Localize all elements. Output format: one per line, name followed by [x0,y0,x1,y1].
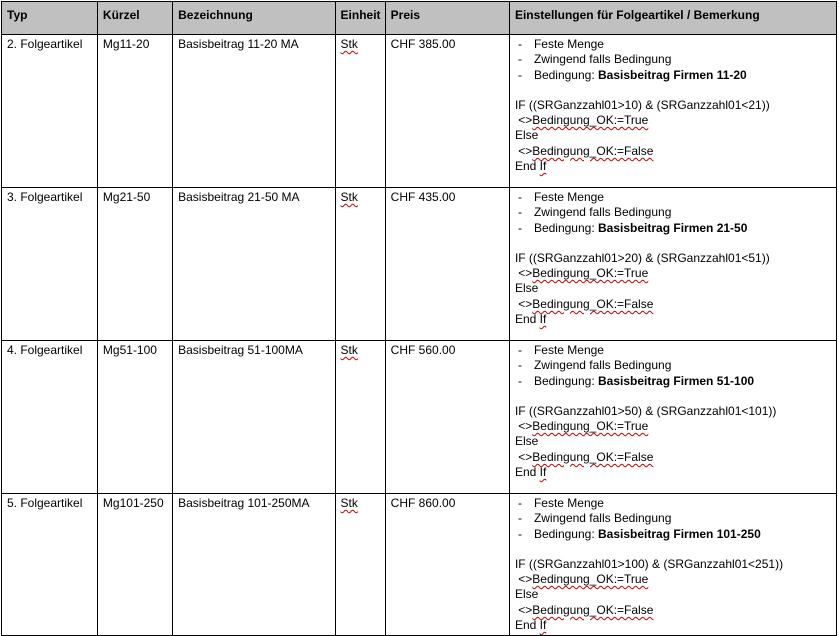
list-item [515,527,832,542]
einheit-text: Stk [340,343,358,357]
list-item [515,496,832,511]
bezeichnung-text: Basisbeitrag 21-50 MA [178,190,300,204]
kuerzel-text: Mg21-50 [102,190,151,204]
bullet-text: Zwingend falls Bedingung [533,358,672,373]
bezeichnung-text: Basisbeitrag 51-100MA [178,343,303,357]
table-row [2,35,837,188]
false-text: Bedingung_OK:=False [532,449,654,464]
einheit-text: Stk [340,496,358,510]
list-item [515,511,832,526]
else-line [515,434,832,449]
true-prefix: <> [514,266,533,281]
true-text: Bedingung_OK:=True [532,113,649,128]
end-line [515,159,832,174]
false-line [515,603,832,618]
false-prefix: <> [514,602,533,617]
else-line [515,281,832,296]
spacer [515,83,832,98]
list-item [515,205,832,220]
false-text: Bedingung_OK:=False [532,143,654,158]
true-prefix: <> [514,419,533,434]
cell-einstellungen [509,341,836,494]
list-item [515,37,832,52]
end-text: If [539,618,547,633]
true-line [515,266,832,281]
false-text: Bedingung_OK:=False [532,296,654,311]
true-line [515,419,832,434]
cell-preis [385,188,509,341]
bullet-text: Bedingung: [533,67,598,82]
bullet-text: Bedingung: [533,526,598,541]
bullet-text: Feste Menge [533,190,604,204]
else-line [515,128,832,143]
settings-list [515,343,832,389]
else-text: Else [514,587,539,602]
settings-list [515,190,832,236]
else-line [515,587,832,602]
cell-typ [2,341,98,494]
header-einheit: Einheit [335,2,385,35]
cell-einstellungen [509,188,836,341]
end-line [515,618,832,633]
list-item [515,374,832,389]
end-prefix: End [514,159,540,174]
if-line [515,251,832,266]
header-preis: Preis [385,2,509,35]
table-row [2,188,837,341]
if-text: IF ((SRGanzzahl01>20) & (SRGanzzahl01<51)) [514,250,770,265]
bullet-text: Bedingung: [533,220,598,235]
condition-name: Basisbeitrag Firmen 51-100 [598,373,755,388]
else-text: Else [514,434,539,449]
else-text: Else [514,281,539,296]
cell-kuerzel [97,188,172,341]
cell-kuerzel [97,341,172,494]
end-prefix: End [514,465,540,480]
spacer [515,389,832,404]
if-text: IF ((SRGanzzahl01>100) & (SRGanzzahl01<251)) [514,556,784,571]
false-prefix: <> [514,296,533,311]
bullet-text: Bedingung: [533,373,598,388]
kuerzel-text: Mg11-20 [102,37,150,51]
cell-einheit [335,494,385,636]
cell-typ [2,35,98,188]
end-text: If [539,159,547,174]
false-line [515,450,832,465]
cell-preis [385,494,509,636]
preis-text: CHF 860.00 [390,496,456,510]
if-text: IF ((SRGanzzahl01>50) & (SRGanzzahl01<101)) [514,403,777,418]
false-prefix: <> [514,449,533,464]
typ-text: 3. Folgeartikel [7,190,83,204]
einheit-text: Stk [340,37,358,51]
true-text: Bedingung_OK:=True [532,419,649,434]
if-line [515,557,832,572]
false-line [515,297,832,312]
spacer [515,542,832,557]
list-item [515,343,832,358]
false-line [515,144,832,159]
list-item [515,68,832,83]
true-line [515,113,832,128]
cell-typ [2,494,98,636]
end-text: If [539,465,547,480]
if-line [515,404,832,419]
settings-list [515,37,832,83]
if-text: IF ((SRGanzzahl01>10) & (SRGanzzahl01<21)) [514,97,770,112]
true-line [515,572,832,587]
list-item [515,221,832,236]
end-text: If [539,312,547,327]
bezeichnung-text: Basisbeitrag 11-20 MA [178,37,299,51]
end-line [515,465,832,480]
cell-kuerzel [97,494,172,636]
bezeichnung-text: Basisbeitrag 101-250MA [178,496,310,510]
cell-bezeichnung [173,35,335,188]
einheit-text: Stk [340,190,358,204]
typ-text: 4. Folgeartikel [7,343,83,357]
list-item [515,52,832,67]
bullet-text: Feste Menge [533,37,604,51]
typ-text: 2. Folgeartikel [7,37,83,51]
list-item [515,358,832,373]
header-einstellungen: Einstellungen für Folgeartikel / Bemerkung [509,2,836,35]
end-prefix: End [514,618,540,633]
cell-einstellungen [509,35,836,188]
table-row [2,494,837,636]
true-text: Bedingung_OK:=True [532,266,649,281]
cell-einheit [335,35,385,188]
header-bezeichnung: Bezeichnung [173,2,335,35]
preis-text: CHF 385.00 [390,37,456,51]
bullet-text: Zwingend falls Bedingung [533,52,672,67]
cell-einheit [335,188,385,341]
cell-bezeichnung [173,341,335,494]
cell-einheit [335,341,385,494]
cell-kuerzel [97,35,172,188]
condition-name: Basisbeitrag Firmen 21-50 [598,220,748,235]
cell-preis [385,341,509,494]
preis-text: CHF 560.00 [390,343,456,357]
true-text: Bedingung_OK:=True [532,572,649,587]
bullet-text: Feste Menge [533,496,604,510]
header-typ: Typ [2,2,98,35]
if-line [515,98,832,113]
kuerzel-text: Mg101-250 [102,496,164,510]
condition-name: Basisbeitrag Firmen 11-20 [598,67,747,82]
true-prefix: <> [514,572,533,587]
settings-list [515,496,832,542]
kuerzel-text: Mg51-100 [102,343,157,357]
table-row [2,341,837,494]
cell-typ [2,188,98,341]
typ-text: 5. Folgeartikel [7,496,83,510]
header-kuerzel: Kürzel [97,2,172,35]
cell-bezeichnung [173,188,335,341]
bullet-text: Feste Menge [533,343,604,357]
end-prefix: End [514,312,540,327]
cell-bezeichnung [173,494,335,636]
true-prefix: <> [514,113,533,128]
end-line [515,312,832,327]
cell-preis [385,35,509,188]
bullet-text: Zwingend falls Bedingung [533,205,672,220]
cell-einstellungen [509,494,836,636]
header-row [2,2,837,35]
condition-name: Basisbeitrag Firmen 101-250 [598,526,761,541]
folgeartikel-table [1,1,837,636]
bullet-text: Zwingend falls Bedingung [533,511,672,526]
false-prefix: <> [514,143,533,158]
else-text: Else [514,128,539,143]
false-text: Bedingung_OK:=False [532,602,654,617]
list-item [515,190,832,205]
preis-text: CHF 435.00 [390,190,456,204]
spacer [515,236,832,251]
